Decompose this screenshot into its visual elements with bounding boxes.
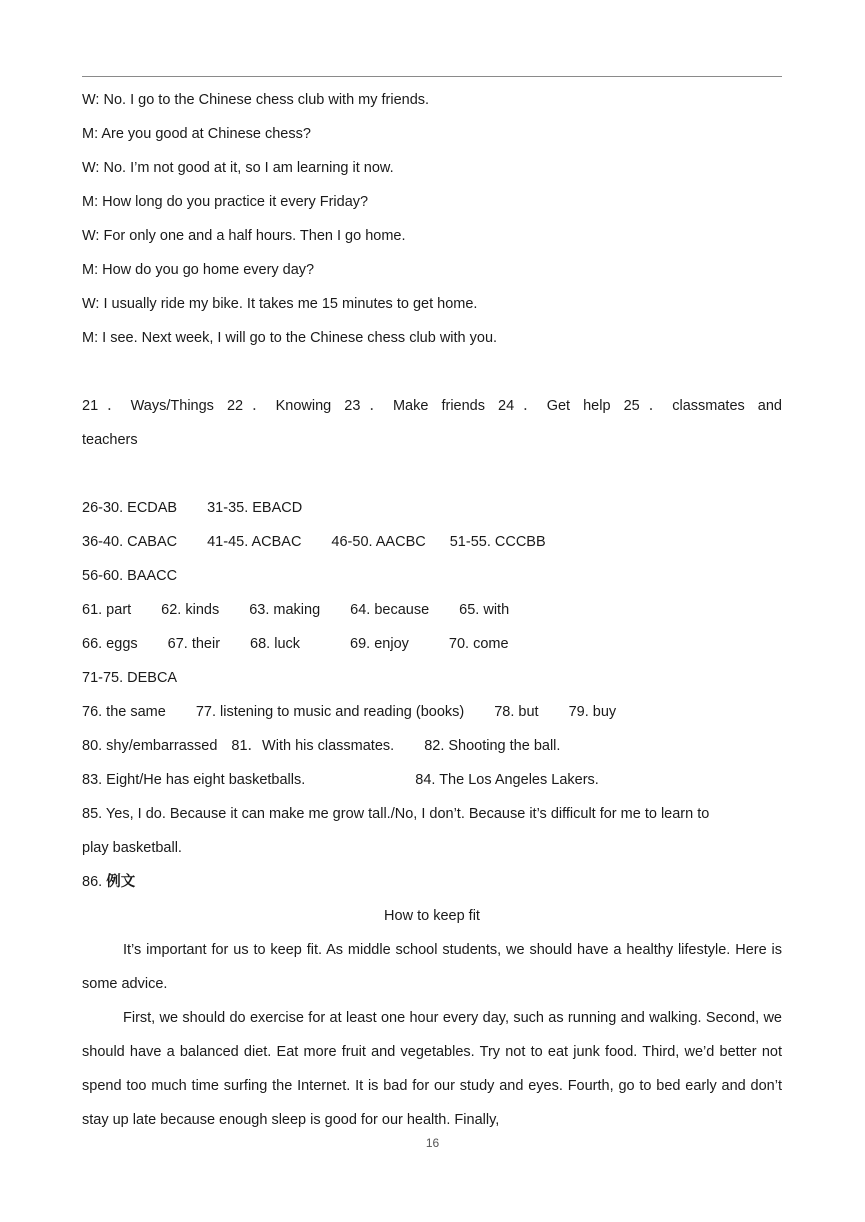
answer-83: 83. Eight/He has eight basketballs.: [82, 772, 306, 788]
answer-85: 85. Yes, I do. Because it can make me grow tall./No, I don’t. Because it’s difficult for me to learn to: [82, 806, 710, 822]
answer-21: 21．Ways/Things: [82, 398, 214, 414]
dialogue-line: M: Are you good at Chinese chess?: [82, 126, 311, 142]
answers-61-70: [82, 600, 782, 668]
answer-row: [82, 396, 782, 430]
answer-66: 66. eggs: [82, 636, 138, 652]
essay-title: How to keep fit: [384, 908, 480, 924]
answer-56-60: 56-60. BAACC: [82, 568, 178, 584]
answer-85-continued: play basketball.: [82, 840, 182, 856]
answer-79: 79. buy: [568, 704, 617, 720]
page-number: 16: [425, 1136, 440, 1150]
answer-25-continued: teachers: [82, 432, 138, 448]
answer-82: 82. Shooting the ball.: [424, 738, 561, 754]
dialogue-section: [82, 90, 782, 362]
answer-63: 63. making: [249, 602, 321, 618]
answer-67: 67. their: [167, 636, 221, 652]
dialogue-line: W: For only one and a half hours. Then I go home.: [82, 228, 406, 244]
essay-paragraph-2: First, we should do exercise for at least one hour every day, such as running and walking. Second, we should have a balanced diet. Eat more fruit and vegetables. Try not to eat junk food. Third, we’d better not spend too much time surfing the Internet. It is bad for our study and eyes. Fourth, go to bed early and don’t stay up late because enough sleep is good for our health. Finally,: [82, 1010, 782, 1128]
answer-row: [82, 634, 782, 668]
answer-77: 77. listening to music and reading (books): [195, 704, 465, 720]
answer-69: 69. enjoy: [350, 636, 409, 652]
dialogue-line: W: I usually ride my bike. It takes me 15 minutes to get home.: [82, 296, 478, 312]
answers-21-25: [82, 396, 782, 464]
answer-61: 61. part: [82, 602, 132, 618]
answer-68: 68. luck: [250, 636, 301, 652]
answers-71-85: [82, 668, 782, 872]
answer-row: [82, 702, 782, 736]
answer-23: 23．Make friends: [344, 398, 485, 414]
essay-section: [82, 872, 782, 1137]
answer-36-40: 36-40. CABAC: [82, 534, 178, 550]
answer-71-75: 71-75. DEBCA: [82, 670, 178, 686]
answer-25: 25．classmates and: [623, 398, 782, 414]
answer-22: 22．Knowing: [226, 398, 332, 414]
answer-76: 76. the same: [82, 704, 166, 720]
answer-46-50: 46-50. AACBC: [331, 534, 426, 550]
answer-70: 70. come: [448, 636, 509, 652]
answer-row: [82, 770, 782, 804]
spacer: [82, 362, 782, 396]
dialogue-line: W: No. I go to the Chinese chess club with my friends.: [82, 92, 430, 108]
answer-51-55: 51-55. CCCBB: [449, 534, 546, 550]
answer-31-35: 31-35. EBACD: [207, 500, 303, 516]
answer-81: 81．With his classmates.: [231, 738, 395, 754]
answer-26-30: 26-30. ECDAB: [82, 500, 178, 516]
answer-65: 65. with: [459, 602, 510, 618]
essay-heading: [82, 872, 782, 906]
essay-label: 例文: [106, 874, 136, 890]
header-rule: [82, 76, 782, 77]
dialogue-line: W: No. I’m not good at it, so I am learning it now.: [82, 160, 394, 176]
answer-row: [82, 498, 782, 532]
spacer: [82, 464, 782, 498]
answer-78: 78. but: [494, 704, 539, 720]
answer-80: 80. shy/embarrassed: [82, 738, 218, 754]
dialogue-line: M: I see. Next week, I will go to the Chinese chess club with you.: [82, 330, 498, 346]
dialogue-line: M: How long do you practice it every Friday?: [82, 194, 369, 210]
answer-row: [82, 532, 782, 566]
dialogue-line: M: How do you go home every day?: [82, 262, 315, 278]
answer-24: 24．Get help: [498, 398, 611, 414]
essay-number: 86.: [82, 874, 103, 890]
answer-41-45: 41-45. ACBAC: [207, 534, 302, 550]
answer-row: [82, 736, 782, 770]
answers-26-60: [82, 498, 782, 600]
answer-62: 62. kinds: [161, 602, 220, 618]
answer-row: [82, 600, 782, 634]
page-content: [82, 90, 782, 1137]
answer-64: 64. because: [350, 602, 430, 618]
answer-84: 84. The Los Angeles Lakers.: [415, 772, 599, 788]
essay-paragraph-1: It’s important for us to keep fit. As middle school students, we should have a healthy lifestyle. Here is some advice.: [82, 942, 782, 992]
